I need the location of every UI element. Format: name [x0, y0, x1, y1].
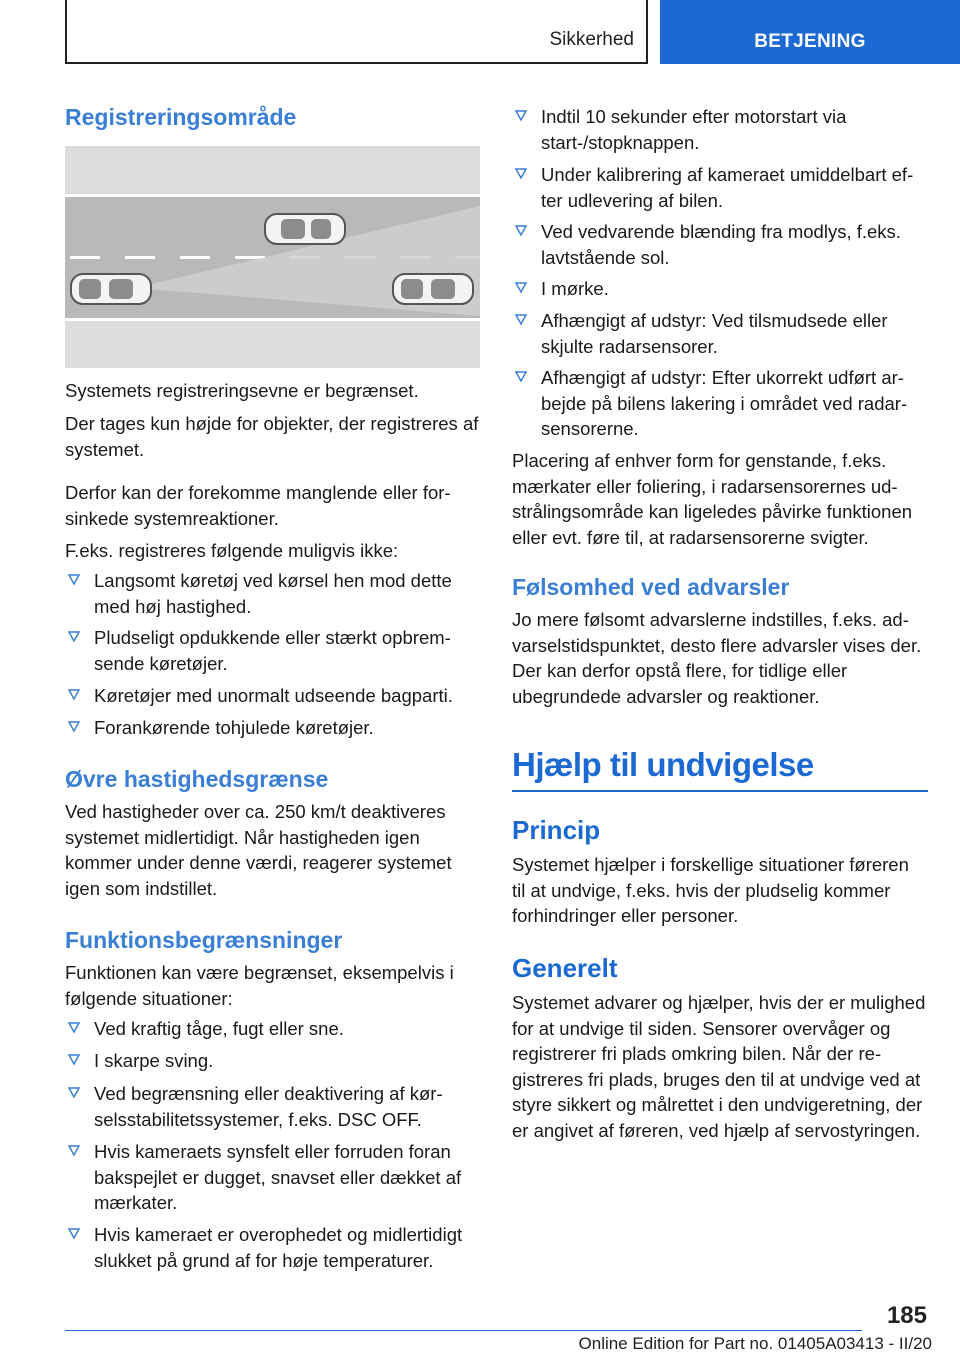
triangle-bullet-icon — [514, 280, 528, 294]
paragraph-generelt: Systemet advarer og hjælper, hvis der er mulighed for at undvige til siden. Sensorer overvåger og registrerer fri plads omkring bilen. Når der registreres fri plads, bruges den til at undvige ved at styre sikkert og målrettet i den undvigeretning, der er angivet af føreren, ved hjælp af servostyringen. — [512, 992, 926, 1141]
list-item: Pludseligt opdukkende eller stærkt opbremsende køretøjer. — [65, 625, 480, 676]
heading-registreringsomraade: Registreringsområde — [65, 104, 297, 130]
triangle-bullet-icon — [514, 223, 528, 237]
triangle-bullet-icon — [514, 312, 528, 326]
paragraph-systemreaktioner: Derfor kan der forekomme manglende eller forsinkede systemreaktioner. — [65, 482, 451, 529]
triangle-bullet-icon — [67, 1226, 81, 1240]
paragraph-placering: Placering af enhver form for genstande, f.eks. mærkater eller foliering, i radarsensorernes udstrålingsområde kan ligeledes påvirke funktionen eller evt. føre til, at radarsensorerne svigter. — [512, 450, 913, 548]
header-section-box — [65, 0, 648, 64]
paragraph-princip: Systemet hjælper i forskellige situationer føreren til at undvige, f.eks. hvis der pludselig kommer forhindringer eller personer. — [512, 854, 909, 926]
triangle-bullet-icon — [67, 1085, 81, 1099]
heading-princip: Princip — [512, 815, 601, 845]
car-ahead-icon — [393, 274, 473, 304]
list-item: Langsomt køretøj ved kørsel hen mod dette med høj hastighed. — [65, 568, 480, 619]
heading-hjaelp-til-undvigelse: Hjælp til undvigelse — [512, 746, 928, 792]
footer-edition: Online Edition for Part no. 01405A03413 - II/20 — [578, 1334, 932, 1353]
paragraph-objekter: Der tages kun højde for objekter, der registreres af systemet. — [65, 413, 479, 460]
heading-oevre-hastighedsgraense: Øvre hastighedsgrænse — [65, 766, 329, 792]
paragraph-registreringsevne: Systemets registreringsevne er begrænset. — [65, 380, 419, 401]
list-item: Hvis kameraets synsfelt eller forruden foran bakspejlet er dugget, snavset eller dækket af mærkater. — [65, 1139, 480, 1216]
triangle-bullet-icon — [67, 687, 81, 701]
list-item: I mørke. — [512, 276, 927, 302]
list-item: Køretøjer med unormalt udseende bagparti. — [65, 683, 480, 709]
list-item: I skarpe sving. — [65, 1048, 480, 1074]
triangle-bullet-icon — [67, 572, 81, 586]
heading-foelsomhed: Følsomhed ved advarsler — [512, 574, 790, 600]
triangle-bullet-icon — [67, 1052, 81, 1066]
triangle-bullet-icon — [514, 369, 528, 383]
detection-area-illustration — [65, 146, 480, 368]
paragraph-oevre-hastighedsgraense: Ved hastigheder over ca. 250 km/t deaktiveres systemet midlertidigt. Når hastigheden igen kommer under denne værdi, reagerer systemet igen som indstillet. — [65, 801, 452, 899]
footer-divider — [65, 1330, 862, 1331]
header-section-title: Sikkerhed — [549, 29, 634, 50]
list-item: Under kalibrering af kameraet umiddelbart efter udlevering af bilen. — [512, 162, 927, 213]
car-own-icon — [71, 274, 151, 304]
header-chapter-tab: BETJENING — [660, 0, 960, 64]
list-item: Afhængigt af udstyr: Ved tilsmudsede eller skjulte radarsensorer. — [512, 308, 927, 359]
triangle-bullet-icon — [67, 1020, 81, 1034]
list-item: Forankørende tohjulede køretøjer. — [65, 715, 480, 741]
car-front-icon — [265, 214, 345, 244]
triangle-bullet-icon — [67, 629, 81, 643]
list-item: Ved kraftig tåge, fugt eller sne. — [65, 1016, 480, 1042]
triangle-bullet-icon — [514, 108, 528, 122]
list-item: Afhængigt af udstyr: Efter ukorrekt udført arbejde på bilens lakering i området ved radarsensorerne. — [512, 365, 927, 442]
page-number: 185 — [886, 1302, 927, 1329]
triangle-bullet-icon — [514, 166, 528, 180]
heading-funktionsbegraensninger: Funktionsbegrænsninger — [65, 927, 343, 953]
list-item: Ved begrænsning eller deaktivering af kørselsstabilitetssystemer, f.eks. DSC OFF. — [65, 1081, 480, 1132]
list-item: Hvis kameraet er overophedet og midlertidigt slukket på grund af for høje temperaturer. — [65, 1222, 480, 1273]
triangle-bullet-icon — [67, 1143, 81, 1157]
heading-generelt: Generelt — [512, 953, 618, 983]
list-item: Indtil 10 sekunder efter motorstart via start-/stopknappen. — [512, 104, 927, 155]
paragraph-foelsomhed: Jo mere følsomt advarslerne indstilles, f.eks. advarselstidspunktet, desto flere advarsler vises der. Der kan derfor opstå flere, for tidlige eller ubegrundede advarsler og reaktioner. — [512, 609, 922, 707]
paragraph-feks: F.eks. registreres følgende muligvis ikke: — [65, 540, 399, 561]
triangle-bullet-icon — [67, 719, 81, 733]
paragraph-funktionsbegraensninger: Funktionen kan være begrænset, eksempelvis i følgende situationer: — [65, 962, 454, 1009]
list-item: Ved vedvarende blænding fra modlys, f.eks. lavtstående sol. — [512, 219, 927, 270]
